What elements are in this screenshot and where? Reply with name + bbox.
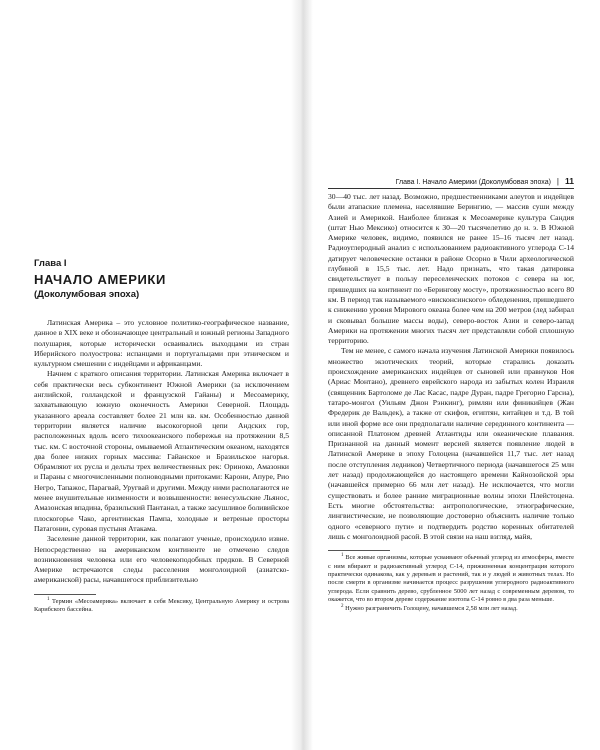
footnote-marker: 1: [47, 596, 50, 602]
chapter-subtitle: (Доколумбовая эпоха): [34, 289, 140, 300]
body-paragraph: 30—40 тыс. лет назад. Возможно, предшественниками алеутов и индейцев были атапаские племена, населявшие Берингию, — массив суши между Азией и Америкой. Наиболее близкая к Месоамерике культура Сандия (штат Нью Мексико) относится к 30—20 тысячелетию до н. э. В Южной Америке человек, видимо, появился не ранее 15–16 тысяч лет назад. Радиоуглеродный анализ с использованием радиоактивного углерода С-14 датирует человеческие останки в районе Осорно в Чили археологической глубиной в 15,5 тыс. лет. Надо признать, что такая датировка свидетельствует в пользу переселенческих потоков с севера на юг, пришедших на континент по «Берингову мосту», протяженностью всего 80 км. В период так называемого «висконсинского» обледенения, пришедшего к снижению уровня Мирового океана более чем на 200 метров (лед забирал и сковывал большие массы воды), северо-восток Азии и северо-запад Америки на протяжении многих тысяч лет представляли собой сплошную территорию.: [328, 192, 574, 346]
right-page: [328, 192, 574, 613]
footnote: [328, 554, 574, 604]
footnote-text: Все живые организмы, которые усваивают обычный углерод из атмосферы, вместе с ним вбирают и радиоактивный углерод С-14, прижизненная концентрация которого практически одинакова, как у деревьев и растений, так и у людей и животных телах. Но после смерти в организме начинается процесс разрушения углеродного радиоактивного углерода. Если сравнить дерево, срубленное 5000 лет назад с современным деревом, то окажется, что во втором дереве содержание изотопа С-14 ровно в два раза меньше.: [328, 554, 574, 604]
book-gutter: [291, 0, 313, 750]
body-paragraph: Тем не менее, с самого начала изучения Латинской Америки появилось множество экзотических теорий, которые старались доказать происхождение американских индейцев от сыновей или правнуков Ноя (Ариас Монтано), древнего еврейского народа из забытых колен Израиля (священник Бартоломе де Лас Касас, падре Дуран, падре Грегорио Гарсиа), татаро-монгол (Уильям Джон Рэнкинг), римлян или финикийцев (Жан Фредерик де Вальдек), а также от скифов, египтян, китайцев и т.д. В той или иной форме все они предполагали наличие серединного континента — описанной Платоном древней Атлантиды или океанические плавания. Признанной на данный момент версией является появление людей в Латинской Америке в эпоху Голоцена (начавшейся 11,7 тыс. лет назад после отступления ледников) Четвертичного периода (начавшегося 25 млн лет назад) продолжающейся до настоящего времени Кайнозойской эры (начавшейся примерно 66 млн лет назад). Не исключается, что могли существовать и более ранние миграционные волны эпохи Плейстоцена. Есть многие обстоятельства: антропологические, этнографические, лингвистические, не позволяющие достоверно объяснить наличие только одного «северного пути» и подтвердить родство коренных обитателей лишь с монголоидной расой. В этой связи на наш взгляд, майя,: [328, 346, 574, 541]
left-page: [34, 258, 289, 615]
footnote-text: Нужно разграничить Голоцену, начавшемся 2,58 млн лет назад.: [345, 604, 518, 612]
running-head: [328, 176, 574, 189]
footnote-divider: [328, 550, 390, 551]
footnote-text: Термин «Месоамерика» включает в себя Мексику, Центральную Америку и острова Карибского бассейна.: [34, 597, 289, 614]
body-paragraph: Начнем с краткого описания территории. Латинская Америка включает в себя практически весь субконтинент Южной Америки (за исключением английской, голландской и французской Гайаны) и Месоамерику, захватывающую южную оконечность Америки Северной. Площадь указанного ареала составляет более 21 млн кв. км. Особенностью данной территории является наличие высокогорной цепи Андских гор, расположенных вдоль всего тихоокеанского побережья на протяжении 8,5 тыс. км. С восточной стороны, омываемой Атлантическим океаном, находятся два более низких горных массива: Гайанское и Бразильское нагорья. Обрамляют их русла и дельты трех величественных рек: Ориноко, Амазонки и Параны с многочисленными полноводными притоками: Карони, Апуре, Рио Негро, Тапажос, Парагвай, Уругвай и другими. Между ними располагаются не менее внушительные низменности и возвышенности: венесуэльские Льянос, Амазонская впадина, бразильский Пантанал, а также засушливое боливийское плоскогорье Чако, аргентинская Пампа, холодные и ветреные просторы Патагонии, суровая пустыня Атакама.: [34, 369, 289, 533]
footnote: [34, 598, 289, 615]
page-number: 11: [565, 176, 574, 186]
chapter-title: НАЧАЛО АМЕРИКИ: [34, 272, 166, 287]
footnote-marker: 2: [341, 603, 344, 609]
body-paragraph: Латинская Америка – это условное политико-географическое название, данное в XIX веке и обозначающее центральный и южный регионы Западного полушария, которые исторически осваивались выходцами из стран Иберийского полуострова: испанцами и португальцами при этническом и культурном смешении с индейцами и африканцами.: [34, 318, 289, 369]
footnote: [328, 605, 574, 613]
body-paragraph: Заселение данной территории, как полагают ученые, происходило извне. Непосредственно на американском континенте не отмечено следов возникновения человека или его человекоподобных предков. В Северной Америке встречаются следы расселения монголоидной (азиатско-американской) расы, начавшегося приблизительно: [34, 534, 289, 585]
chapter-label: Глава I: [34, 258, 67, 269]
running-head-title: Глава I. Начало Америки (Доколумбовая эпоха): [395, 179, 551, 186]
footnote-marker: 1: [341, 552, 344, 558]
footnote-divider: [34, 594, 96, 595]
running-head-separator: |: [556, 177, 559, 186]
